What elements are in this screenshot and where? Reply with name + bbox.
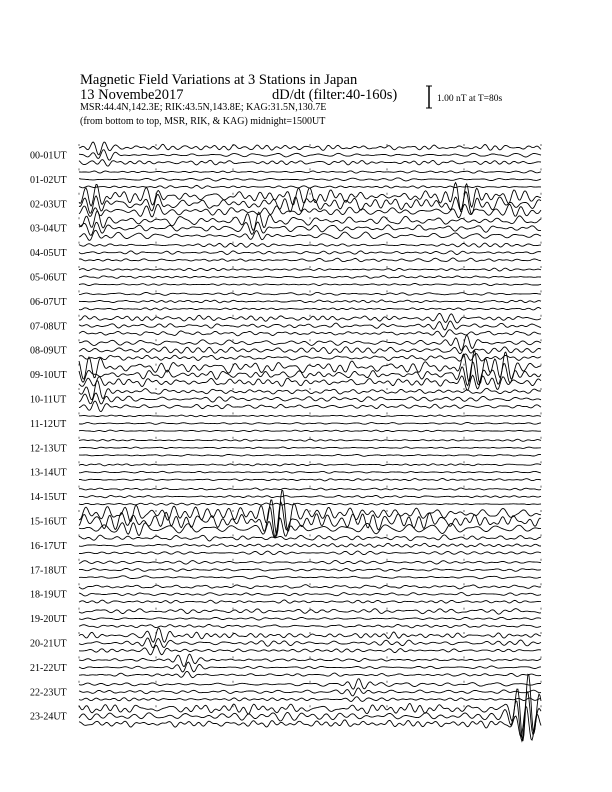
- scale-bar-label: 1.00 nT at T=80s: [437, 94, 503, 104]
- hour-row-label: 16-17UT: [30, 540, 67, 552]
- hour-row-label: 02-03UT: [30, 199, 67, 211]
- trace-msr: [79, 671, 541, 677]
- trace-msr: [79, 454, 541, 456]
- hour-row-label: 03-04UT: [30, 223, 67, 235]
- hour-row-label: 23-24UT: [30, 711, 67, 723]
- trace-msr: [79, 503, 541, 505]
- trace-rik: [79, 178, 541, 181]
- trace-msr: [79, 645, 541, 655]
- station-coordinates: MSR:44.4N,142.3E; RIK:43.5N,143.8E; KAG:31.5N,130.7E: [80, 102, 327, 113]
- chart-date: 13 Novembe2017: [80, 87, 184, 103]
- trace-rik: [79, 423, 541, 425]
- trace-kag: [79, 268, 541, 271]
- hour-row-label: 14-15UT: [30, 492, 67, 504]
- hour-row-label: 22-23UT: [30, 687, 67, 699]
- trace-msr: [79, 625, 541, 628]
- trace-rik: [79, 688, 541, 696]
- hour-row-label: 10-11UT: [30, 394, 67, 406]
- trace-rik: [79, 617, 541, 620]
- hour-row-label: 04-05UT: [30, 248, 67, 260]
- trace-rik: [79, 321, 541, 330]
- hour-row-label: 11-12UT: [30, 418, 67, 430]
- trace-kag: [79, 292, 541, 295]
- trace-rik: [79, 593, 541, 596]
- trace-msr: [79, 401, 541, 412]
- trace-kag: [79, 488, 541, 490]
- trace-msr: [79, 706, 541, 740]
- trace-rik: [79, 192, 541, 215]
- trace-kag: [79, 585, 541, 589]
- trace-rik: [79, 346, 541, 354]
- trace-rik: [79, 150, 541, 160]
- trace-kag: [79, 561, 541, 565]
- trace-kag: [79, 439, 541, 441]
- hour-row-label: 07-08UT: [30, 321, 67, 333]
- trace-kag: [79, 464, 541, 466]
- trace-rik: [79, 300, 541, 303]
- trace-rik: [79, 638, 541, 648]
- trace-kag: [79, 171, 541, 173]
- trace-kag: [79, 654, 541, 666]
- trace-kag: [79, 415, 541, 417]
- trace-rik: [79, 447, 541, 449]
- trace-rik: [79, 568, 541, 571]
- trace-kag: [79, 679, 541, 689]
- hour-row-label: 20-21UT: [30, 638, 67, 650]
- trace-msr: [79, 308, 541, 311]
- hour-row-label: 12-13UT: [30, 443, 67, 455]
- trace-rik: [79, 276, 541, 279]
- hour-row-label: 19-20UT: [30, 614, 67, 626]
- trace-msr: [79, 230, 541, 240]
- hour-row-label: 09-10UT: [30, 370, 67, 382]
- trace-msr: [79, 430, 541, 432]
- trace-msr: [79, 576, 541, 579]
- hour-row-label: 18-19UT: [30, 589, 67, 601]
- trace-rik: [79, 496, 541, 498]
- trace-msr: [79, 600, 541, 603]
- trace-rik: [79, 251, 541, 255]
- trace-kag: [79, 335, 541, 350]
- hour-row-label: 17-18UT: [30, 565, 67, 577]
- trace-msr: [79, 160, 541, 167]
- trace-msr: [79, 284, 541, 286]
- hour-row-label: 13-14UT: [30, 467, 67, 479]
- trace-msr: [79, 258, 541, 262]
- trace-rik: [79, 393, 541, 404]
- trace-kag: [79, 243, 541, 247]
- hour-row-label: 05-06UT: [30, 272, 67, 284]
- hour-row-label: 08-09UT: [30, 345, 67, 357]
- trace-rik: [79, 543, 541, 547]
- hour-row-label: 21-22UT: [30, 662, 67, 674]
- trace-msr: [79, 354, 541, 362]
- trace-rik: [79, 502, 541, 538]
- trace-rik: [79, 662, 541, 672]
- trace-msr: [79, 551, 541, 555]
- hour-row-label: 00-01UT: [30, 150, 67, 162]
- chart-title: Magnetic Field Variations at 3 Stations in Japan: [80, 72, 358, 88]
- chart-method: dD/dt (filter:40-160s): [272, 87, 398, 103]
- hour-row-label: 15-16UT: [30, 516, 67, 528]
- trace-kag: [79, 628, 541, 642]
- trace-msr: [79, 697, 541, 702]
- trace-msr: [79, 330, 541, 337]
- hour-row-label: 06-07UT: [30, 296, 67, 308]
- hour-row-label: 01-02UT: [30, 174, 67, 186]
- trace-kag: [79, 142, 541, 155]
- trace-order-note: (from bottom to top, MSR, RIK, & KAG) midnight=1500UT: [80, 116, 326, 127]
- trace-msr: [79, 479, 541, 481]
- trace-rik: [79, 471, 541, 473]
